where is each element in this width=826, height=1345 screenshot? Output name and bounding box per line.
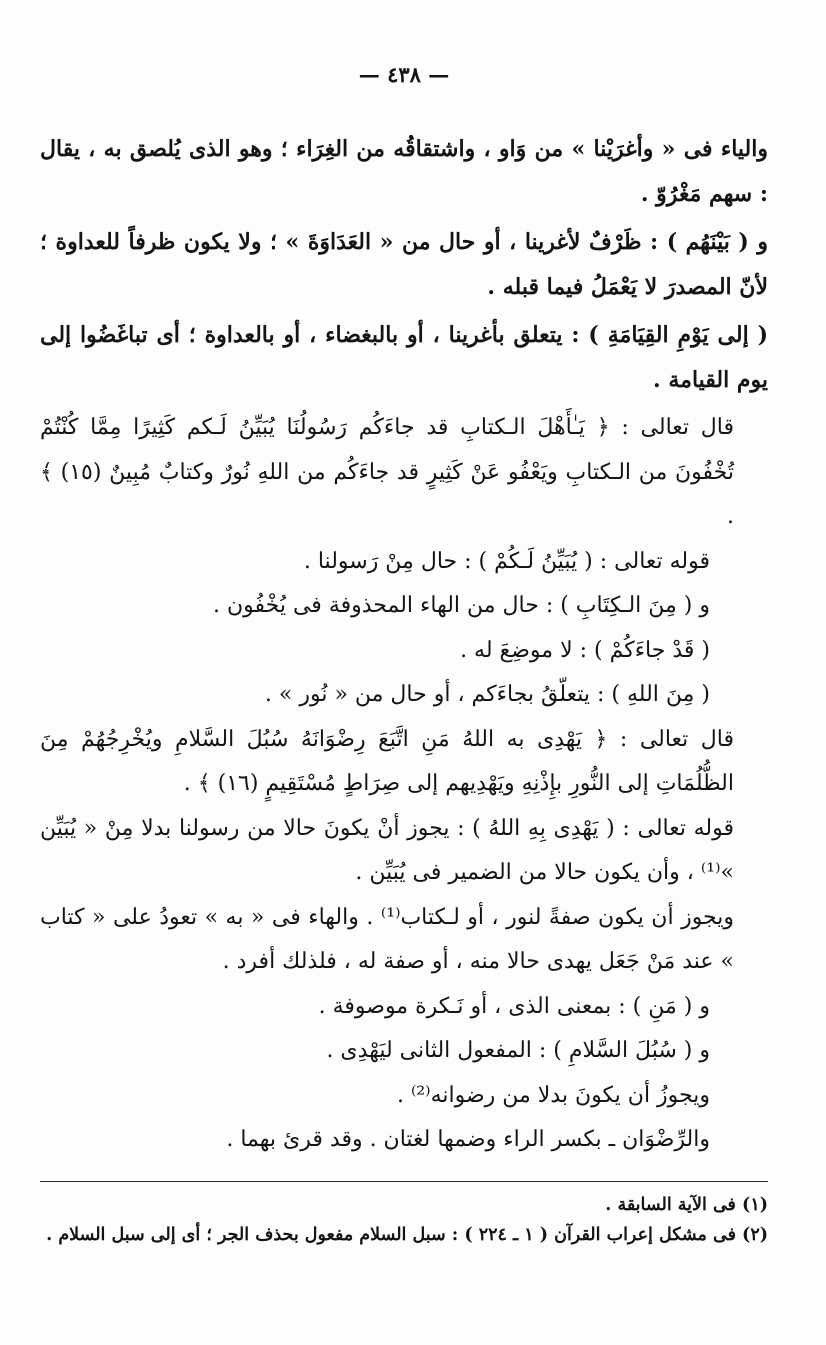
paragraph-13: و ( سُبُلَ السَّلامِ ) : المفعول الثانى ليَهْدِى . bbox=[326, 1038, 710, 1063]
paragraph-9: قال تعالى : ﴿ يَهْدِى به اللهُ مَنِ اتَّبَعَ رِضْوَانَهُ سُبُلَ السَّلامِ ويُخْرِجُهُمْ مِنَ الظُّلُمَاتِ إلى النُّورِ بإِذْنِهِ ويَهْدِيهم إلى صِرَاطٍ مُسْتَقِيمٍ (١٦) ﴾ . bbox=[40, 726, 734, 796]
paragraph-10: قوله تعالى : ( يَهْدِى بِهِ اللهُ ) : يجوز أنْ يكونَ حالا من رسولنا بدلا مِنْ « يُبَيِّن »⁽¹⁾ ، وأن يكون حالا من الضمير فى يُبَيِّن . bbox=[40, 815, 734, 885]
paragraph-1: والياء فى « وأغرَيْنا » من وَاو ، واشتقاقُه من الغِرَاء ؛ وهو الذى يُلصق به ، يقال : سهم مَغْرُوّ . bbox=[40, 136, 768, 207]
body-text bbox=[40, 127, 768, 1163]
page-number: — ٤٣٨ — bbox=[358, 62, 450, 87]
paragraph-5: قوله تعالى : ( يُبَيِّنُ لَـكُمْ ) : حال مِنْ رَسولنا . bbox=[303, 548, 710, 574]
footnotes bbox=[40, 1190, 768, 1250]
footnote-2: (٢) فى مشكل إعراب القرآن ( ١ ـ ٢٢٤ ) : سبل السلام مفعول بحذف الجر ؛ أى إلى سبل السلام . bbox=[46, 1224, 768, 1245]
paragraph-12: و ( مَنِ ) : بمعنى الذى ، أو نَـكرة موصوفة . bbox=[318, 993, 710, 1019]
paragraph-7: ( قَدْ جاءَكُمْ ) : لا موضِعَ له . bbox=[460, 637, 710, 663]
paragraph-8: ( مِنَ اللهِ ) : يتعلّقُ بجاءَكم ، أو حال من « نُور » . bbox=[264, 682, 710, 707]
footnote-1: (١) فى الآية السابقة . bbox=[605, 1194, 768, 1215]
paragraph-3: ( إلى يَوْمِ القِيَامَةِ ) : يتعلق بأغرينا ، أو بالبغضاء ، أو بالعداوة ؛ أى تباغَضُوا إلى يوم القيامة . bbox=[40, 322, 768, 393]
paragraph-2: و ( بَيْنَهُم ) : ظَرْفٌ لأغرينا ، أو حال من « العَدَاوَةَ » ؛ ولا يكون ظرفاً للعداوة ؛ لأنّ المصدرَ لا يَعْمَلُ فيما قبله . bbox=[40, 229, 768, 300]
paragraph-11: ويجوز أن يكون صفةً لنور ، أو لـكتاب⁽¹⁾ . والهاء فى « به » تعودُ على « كتاب » عند مَنْ جَعَل يهدى حالا منه ، أو صفة له ، فلذلك أفرد . bbox=[40, 904, 735, 974]
paragraph-14: ويجوزُ أن يكونَ بدلا من رضوانه⁽²⁾ . bbox=[396, 1082, 710, 1108]
paragraph-6: و ( مِنَ الـكِتَابِ ) : حال من الهاء المحذوفة فى يُخْفُون . bbox=[213, 593, 710, 618]
paragraph-4: قال تعالى : ﴿ يَـٰأَهْلَ الـكتابِ قد جاءَكُم رَسُولُنَا يُبَيِّنُ لَـكم كَثِيرًا مِمَّا كُنْتُمْ تُخْفُونَ من الـكتابِ ويَعْفُو عَنْ كَثِيرٍ قد جاءَكُم من اللهِ نُورٌ وكتابٌ مُبِينٌ (١٥) ﴾ . bbox=[40, 415, 734, 529]
footnote-divider bbox=[40, 1181, 768, 1182]
paragraph-15: والرِّضْوَان ـ بكسر الراء وضمها لغتان . وقد قرئ بهما . bbox=[226, 1127, 710, 1152]
